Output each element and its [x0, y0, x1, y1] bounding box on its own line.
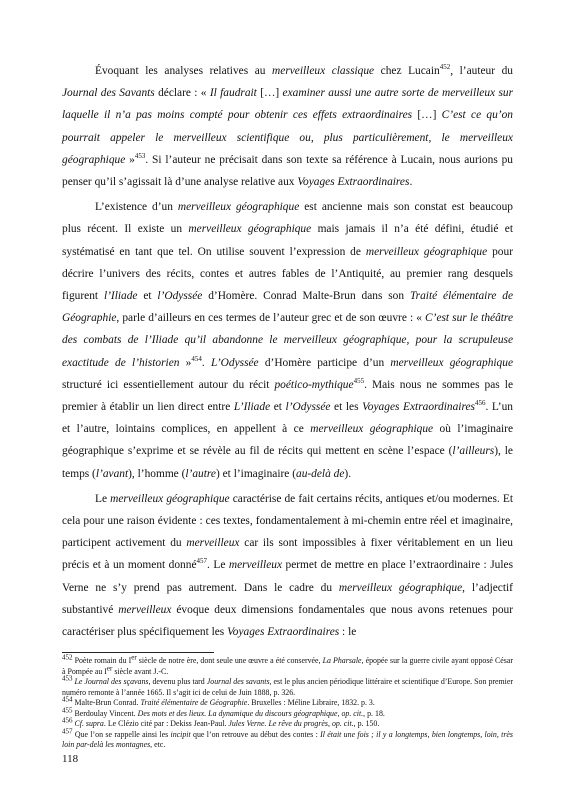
- text-run: . Si l’auteur ne précisait dans son texte sa référence à Lucain, nous aurions pu penser qu’il s’agissait là d’une analyse relative aux: [62, 153, 513, 189]
- text-run: d’Homère participe d’un: [258, 356, 391, 369]
- text-run-italic: merveilleux géographique: [310, 423, 434, 436]
- text-run: pour décrire l’univers des récits, contes et autres fables de l’Antiquité, au premier rang desquels figurent: [62, 245, 513, 303]
- text-run: d’Homère. Conrad Malte-Brun dans son: [202, 290, 410, 303]
- text-run-italic: op. cit.: [331, 719, 354, 728]
- text-run: où l’imaginaire géographique s’exprime et se révèle au fil de récits qui mettent en scène l’espace (: [62, 423, 514, 458]
- text-run: siècle avant J.-C.: [112, 666, 169, 676]
- footnote: [62, 653, 513, 677]
- footnote: [62, 674, 513, 698]
- footnote-number: 455: [62, 705, 73, 714]
- text-run: »: [179, 356, 192, 369]
- text-run: déclare : «: [154, 87, 210, 100]
- text-run-italic: au-delà de: [296, 467, 345, 480]
- text-run-italic: merveilleux: [118, 603, 172, 616]
- text-run: ) et l’imaginaire (: [215, 467, 296, 480]
- text-run: ), l’homme (: [128, 467, 186, 480]
- text-run-italic: examiner aussi une autre sorte de merveilleux sur laquelle il n’a pas moins compté pour obtenir ces effets extraordinaires: [62, 87, 513, 122]
- text-run-italic: poético-mythique: [274, 378, 354, 391]
- text-run-italic: Voyages Extraordinaires: [227, 626, 340, 639]
- text-run-italic: incipit: [170, 729, 191, 739]
- text-run: ), le temps (: [62, 445, 513, 480]
- text-run: car ils sont impossibles à fixer véritablement en un lieu précis et à un moment donné: [62, 537, 513, 572]
- footnote-ref[interactable]: 453: [134, 152, 146, 161]
- text-run: mais jamais il n’a été défini, étudié et systématisé en tant que tel. On utilise souvent l’expression de: [62, 223, 514, 258]
- text-run: évoque deux dimensions fondamentales que nous avons retenues pour caractériser plus spécifiquement les: [62, 603, 513, 639]
- text-run: . Le Clézio cité par : Dekiss Jean-Paul.: [103, 719, 229, 728]
- text-run: »: [125, 153, 135, 166]
- text-run-italic: Traité élémentaire de Géographie: [62, 290, 513, 325]
- footnotes: [62, 653, 513, 751]
- text-run-italic: C’est ce qu’on pourrait appeler le merveilleux scientifique ou, plus particulièrement, le merveilleux géographique: [62, 109, 513, 166]
- text-run: siècle de notre ère, dont seule une œuvre a été conservée,: [136, 656, 323, 665]
- text-run: structuré ici essentiellement autour du récit: [62, 378, 275, 391]
- text-run: . Le: [207, 559, 229, 572]
- text-run: Évoquant les analyses relatives au: [95, 65, 273, 77]
- text-run: et: [137, 290, 158, 303]
- text-run: chez Lucain: [374, 65, 440, 77]
- text-run-italic: Traité élémentaire de Géographie: [140, 698, 248, 707]
- text-run: permet de mettre en place l’extraordinaire : Jules Verne ne s’y prend pas autrement. Dans le cadre du: [62, 559, 514, 594]
- footnote-number: 457: [62, 726, 73, 735]
- text-run: Que l’on se rappelle ainsi les: [72, 729, 171, 739]
- text-run: . Mais nous ne sommes pas le premier à établir un lien direct entre: [62, 378, 513, 414]
- text-run: , l’adjectif substantivé: [62, 581, 513, 616]
- text-run-italic: l’autre: [185, 467, 216, 480]
- text-run: et les: [330, 401, 363, 414]
- text-run-italic: Il faudrait: [209, 87, 257, 100]
- text-run: . L’un et l’autre, lointains complices, en appellent à ce: [62, 401, 513, 436]
- footnote: [62, 716, 513, 730]
- text-run: ,: [337, 708, 342, 718]
- footnote-ref[interactable]: 455: [353, 377, 365, 386]
- text-run: L’existence d’un: [95, 201, 178, 214]
- text-run-italic: merveilleux: [186, 537, 240, 550]
- text-run-italic: Le Journal des sçavans: [74, 677, 149, 686]
- footnote-ref[interactable]: 454: [191, 354, 202, 363]
- text-run-italic: Journal des savants: [206, 677, 270, 686]
- text-run: Berdoulay Vincent.: [72, 708, 138, 718]
- text-run: , est le plus ancien périodique littéraire et scientifique d’Europe. Son premier numéro remonte à l’année 1665. Il s’agit ici de celui de Juin 1888, p. 326.: [62, 677, 513, 697]
- footnote: [62, 705, 513, 720]
- text-run-italic: L’Odyssée: [210, 356, 259, 369]
- main-text: [62, 60, 513, 643]
- text-run-italic: C’est sur le théâtre des combats de l’Iliade qu’il abandonne le merveilleux géographique, pour la scrupuleuse exactitude de l’historien: [62, 312, 514, 369]
- footnote-number: 454: [62, 695, 73, 704]
- superscript: er: [106, 663, 113, 672]
- text-run-italic: Journal des Savants: [62, 87, 155, 100]
- paragraph: [62, 196, 513, 485]
- text-run-italic: Voyages Extraordinaires: [297, 176, 410, 189]
- text-run: , devenu plus tard: [148, 677, 207, 686]
- text-run-italic: merveilleux classique: [272, 65, 375, 77]
- text-run-italic: Des mots et des lieux. La dynamique du discours géographique: [137, 708, 338, 718]
- text-run-italic: merveilleux géographique: [365, 245, 488, 258]
- text-run: Poète romain du I: [72, 656, 132, 665]
- footnote-ref[interactable]: 452: [439, 63, 451, 72]
- footnote-ref[interactable]: 457: [196, 557, 208, 566]
- text-run: Malte-Brun Conrad.: [72, 698, 141, 707]
- text-run-italic: merveilleux géographique: [188, 223, 312, 236]
- text-run: ,: [327, 719, 332, 728]
- text-run-italic: Cf. supra: [74, 719, 104, 728]
- text-run-italic: Voyages Extraordinaires: [362, 401, 475, 414]
- text-run: : le: [339, 626, 357, 639]
- text-run: est ancienne mais son constat est beaucoup plus récent. Il existe un: [62, 201, 513, 236]
- text-run: .: [201, 356, 211, 369]
- text-run-italic: op. cit.: [341, 708, 364, 718]
- footnote: [62, 726, 513, 751]
- superscript: er: [131, 653, 137, 662]
- paragraph: [62, 488, 513, 643]
- text-run-italic: Jules Verne. Le rêve du progrès: [228, 719, 328, 728]
- text-run-italic: l’Odyssée: [157, 290, 203, 303]
- text-run-italic: l’ailleurs: [452, 445, 495, 458]
- text-run: , p. 18.: [363, 708, 385, 718]
- text-run: ).: [344, 467, 352, 480]
- footnote-number: 452: [62, 653, 73, 662]
- text-run-italic: Il était une fois ; il y a longtemps, bien longtemps, loin, très loin par-delà les montagnes: [62, 729, 513, 749]
- footnote: [62, 695, 513, 709]
- text-run: Le: [95, 492, 111, 505]
- text-run-italic: merveilleux géographique: [177, 201, 300, 214]
- paragraph: [62, 60, 513, 193]
- text-run-italic: l’avant: [95, 467, 129, 480]
- text-run: .: [409, 176, 413, 189]
- footnote-number: 456: [62, 716, 73, 725]
- text-run-italic: l’Odyssée: [285, 401, 331, 414]
- text-run: , parle d’ailleurs en ces termes de l’auteur grec et de son œuvre : «: [116, 312, 426, 325]
- footnote-number: 453: [62, 674, 73, 683]
- text-run: caractérise de fait certains récits, antiques et/ou modernes. Et cela pour une raison évidente : ces textes, fondamentalement à mi-chemin entre réel et imaginaire, participent activement du: [62, 492, 513, 550]
- text-run: […]: [256, 87, 283, 100]
- text-run-italic: merveilleux géographique: [338, 581, 463, 594]
- text-run: et: [270, 401, 286, 414]
- text-run: , l’auteur du: [450, 65, 513, 77]
- text-run: . Bruxelles : Méline Libraire, 1832. p. 3.: [247, 698, 375, 707]
- text-run: que l’on retrouve au début des contes :: [190, 729, 321, 739]
- text-run-italic: merveilleux géographique: [390, 356, 514, 369]
- footnote-separator: [62, 652, 214, 653]
- text-run: […]: [412, 109, 442, 122]
- text-run-italic: merveilleux géographique: [110, 492, 230, 505]
- text-run: , etc.: [150, 740, 166, 749]
- text-run-italic: l’Iliade: [103, 290, 138, 303]
- text-run-italic: L’Iliade: [233, 401, 271, 414]
- footnote-ref[interactable]: 456: [474, 399, 486, 408]
- text-run: , épopée sur la guerre civile ayant opposé César à Pompée au I: [62, 656, 513, 676]
- page-number: 118: [62, 753, 79, 765]
- text-run-italic: merveilleux: [228, 559, 283, 572]
- text-run-italic: La Pharsale: [322, 656, 362, 665]
- text-run: , p. 150.: [353, 719, 380, 728]
